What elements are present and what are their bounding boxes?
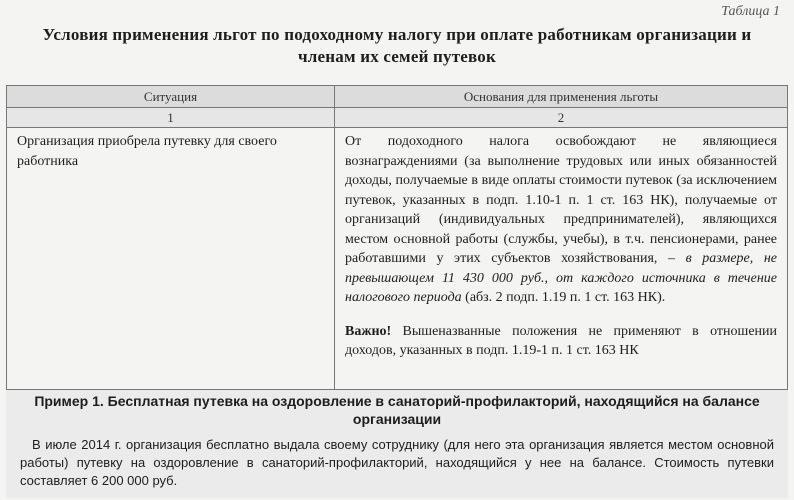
basis-main-text: От подоходного налога освобождают не являющиеся вознаграждениями (за выполнение трудовых или иных обязанностей доходы, получаемые в виде оплаты стоимости путевок (за исключением путевок, указанных в подп. 1.10-1 п. 1 ст. 163 НК), получаемые от организаций (индивидуальных предпринимателей), являющихся местом основной работы (службы, учебы), в т.ч. пенсионерами, ранее работавшими у этих субъектов хозяйствования, – xyxy=(345,134,777,266)
situation-cell xyxy=(7,128,334,389)
basis-cell xyxy=(334,128,787,389)
important-label: Важно! xyxy=(345,323,392,339)
table-number: Таблица 1 xyxy=(721,4,780,19)
example-title: Пример 1. Бесплатная путевка на оздоровление в санаторий-профилакторий, находящийся на балансе организации xyxy=(34,393,760,427)
example-body: В июле 2014 г. организация бесплатно выдала своему сотруднику (для него эта организация является местом основной работы) путевку на оздоровление в санаторий-профилакторий, находящийся у нее на балансе. Стоимость путевки составляет 6 200 000 руб. xyxy=(20,437,774,488)
table-title: Условия применения льгот по подоходному налогу при оплате работникам организации и членам их семей путевок xyxy=(42,25,752,66)
important-text: Вышеназванные положения не применяют в отношении доходов, указанных в подп. 1.19-1 п. 1 ст. 163 НК xyxy=(345,323,778,358)
basis-limit-text: в размере, не превышающем 11 430 000 руб., от каждого источника в течение налогового периода xyxy=(345,251,777,305)
conditions-table xyxy=(6,85,788,390)
example-box xyxy=(6,390,788,498)
basis-paragraph xyxy=(345,132,777,308)
situation-text: Организация приобрела путевку для своего работника xyxy=(17,134,277,169)
column-number-1: 1 xyxy=(7,108,334,128)
column-number-2: 2 xyxy=(334,108,787,128)
important-note xyxy=(345,322,777,361)
header-basis: Основания для применения льготы xyxy=(334,86,787,108)
header-situation: Ситуация xyxy=(7,86,334,108)
basis-reference: (абз. 2 подп. 1.19 п. 1 ст. 163 НК). xyxy=(465,290,666,305)
